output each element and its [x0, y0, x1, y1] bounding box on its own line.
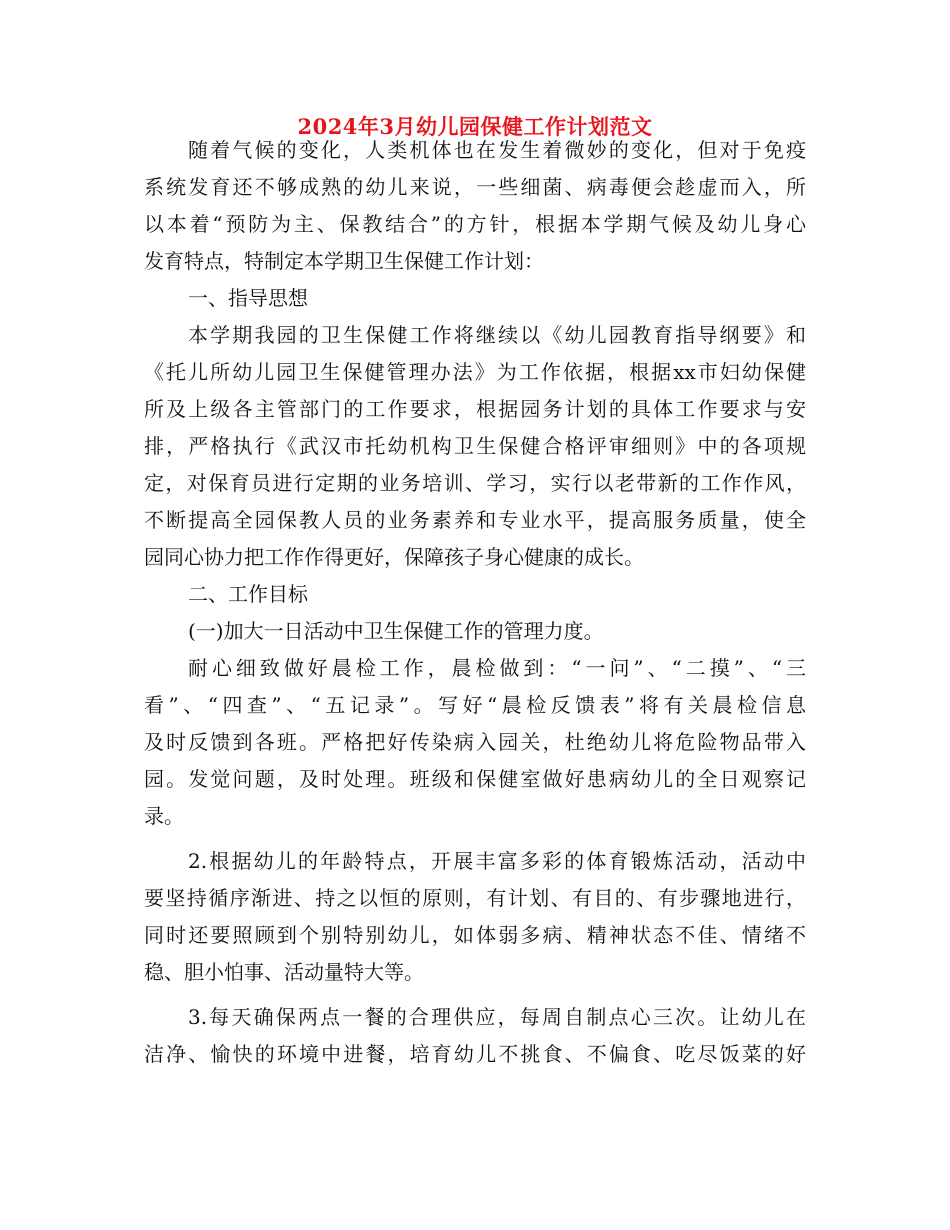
paragraph-line: 所及上级各主管部门的工作要求，根据园务计划的具体工作要求与安: [144, 397, 806, 421]
paragraph-line: 《托儿所幼儿园卫生保健管理办法》为工作依据，根据xx市妇幼保健: [144, 360, 806, 384]
paragraph-line: 不断提高全园保教人员的业务素养和专业水平，提高服务质量，使全: [144, 508, 806, 532]
paragraph-line: 园。发觉问题，及时处理。班级和保健室做好患病幼儿的全日观察记: [144, 767, 806, 791]
paragraph-line: 看”、“四查”、“五记录”。写好“晨检反馈表”将有关晨检信息: [144, 693, 806, 717]
paragraph-gap: [144, 835, 806, 843]
paragraph-line: 园同心协力把工作作得更好，保障孩子身心健康的成长。: [144, 545, 644, 569]
paragraph-line: 耐心细致做好晨检工作，晨检做到：“一问”、“二摸”、“三: [188, 656, 806, 680]
paragraph-line: 本学期我园的卫生保健工作将继续以《幼儿园教育指导纲要》和: [188, 323, 806, 347]
paragraph-line: 同时还要照顾到个别特别幼儿，如体弱多病、精神状态不佳、情绪不: [144, 923, 806, 947]
paragraph-line: 随着气候的变化，人类机体也在发生着微妙的变化，但对于免疫: [188, 138, 806, 162]
paragraph-line: 3.每天确保两点一餐的合理供应，每周自制点心三次。让幼儿在: [188, 1005, 806, 1029]
paragraph-line: 系统发育还不够成熟的幼儿来说，一些细菌、病毒便会趁虚而入，所: [144, 175, 806, 199]
section-heading: 二、工作目标: [188, 582, 308, 606]
paragraph-gap: [144, 991, 806, 999]
paragraph-line: 排，严格执行《武汉市托幼机构卫生保健合格评审细则》中的各项规: [144, 434, 806, 458]
paragraph-line: 以本着“预防为主、保教结合”的方针，根据本学期气候及幼儿身心: [144, 212, 806, 236]
paragraph-line: 要坚持循序渐进、持之以恒的原则，有计划、有目的、有步骤地进行，: [144, 886, 806, 910]
section-heading: 一、指导思想: [188, 286, 308, 310]
subsection-heading: (一)加大一日活动中卫生保健工作的管理力度。: [188, 619, 604, 643]
paragraph-line: 稳、胆小怕事、活动量特大等。: [144, 960, 424, 984]
paragraph-line: 发育特点，特制定本学期卫生保健工作计划：: [144, 249, 544, 273]
document-title: 2024年3月幼儿园保健工作计划范文: [297, 114, 653, 139]
document-body: [144, 132, 806, 1073]
paragraph-line: 洁净、愉快的环境中进餐，培育幼儿不挑食、不偏食、吃尽饭菜的好: [144, 1042, 806, 1066]
paragraph-line: 定，对保育员进行定期的业务培训、学习，实行以老带新的工作作风，: [144, 471, 806, 495]
paragraph-line: 2.根据幼儿的年龄特点，开展丰富多彩的体育锻炼活动，活动中: [188, 849, 806, 873]
paragraph-line: 及时反馈到各班。严格把好传染病入园关，杜绝幼儿将危险物品带入: [144, 730, 806, 754]
paragraph-line: 录。: [144, 804, 184, 828]
